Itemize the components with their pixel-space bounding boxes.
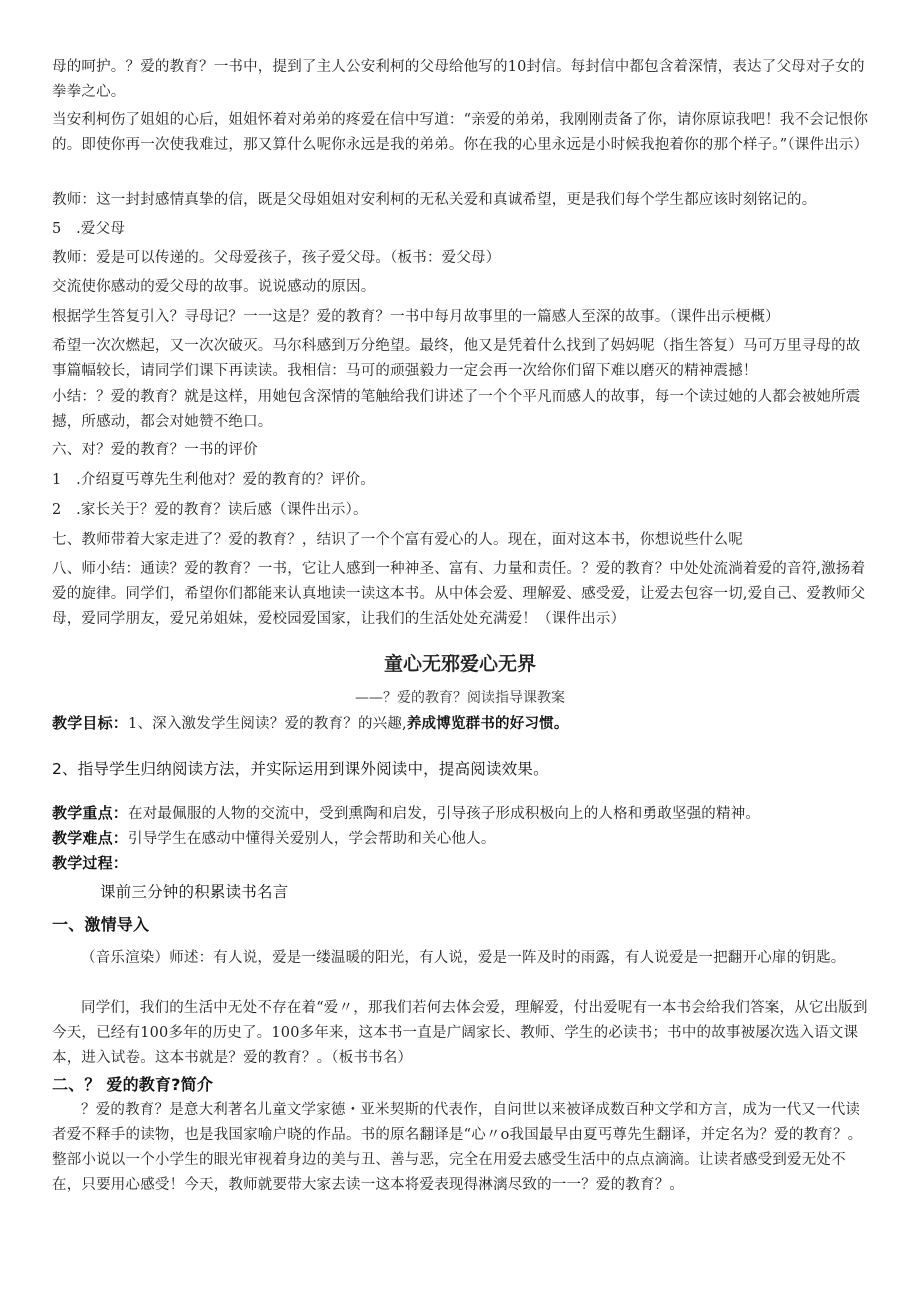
paragraph-marco-story: 希望一次次燃起，又一次次破灭。马尔科感到万分绝望。最终，他又是凭着什么找到了妈妈呢（指生答复）马可万里寻母的故事篇幅较长，请同学们课下再读读。我相信：马可的顽强毅力一定会再一次给你们留下难以磨灭的精神震撼！ [52, 338, 861, 379]
teaching-goal-2: 2、指导学生归纳阅读方法，并实际运用到课外阅读中，提高阅读效果。 [52, 760, 549, 778]
key-points-text: 在对最佩服的人物的交流中，受到熏陶和启发，引导孩子形成积极向上的人格和勇敢坚强的精神。 [128, 806, 761, 822]
document-title: 童心无邪爱心无界 [383, 653, 536, 675]
paragraph-parents-letters: 母的呵护。？爱的教育？一书中，提到了主人公安利柯的父母给他写的10封信。每封信中都包含着深情，表达了父母对子女的拳拳之心。 [52, 59, 865, 100]
teaching-process-label: 教学过程： [52, 854, 129, 872]
heading-book-evaluation: 六、对？爱的教育？一书的评价 [52, 442, 258, 458]
paragraph-teacher-conclusion: 八、师小结：通读？爱的教育？一书，它让人感到一种神圣、富有、力量和责任。？爱的教育？中处处流淌着爱的音符,激扬着爱的旋律。同学们，希望你们都能来认真地读一读这本书。从中体会爱、理解爱、感受爱，让爱去包容一切,爱自己、爱教师父母，爱同学朋友，爱兄弟姐妹，爱校园爱国家，让我们的生活处处充满爱！（课件出示） [52, 561, 866, 627]
list-item-love-parents: 5 .爱父母 [52, 221, 126, 237]
teaching-key-points [52, 801, 870, 827]
difficulties-label: 教学难点： [52, 829, 129, 847]
difficulties-text: 引导学生在感动中懂得关爱别人，学会帮助和关心他人。 [128, 831, 496, 847]
warmup-activity: 课前三分钟的积累读书名言 [100, 883, 289, 901]
paragraph-music-intro: （音乐渲染）师述：有人说，爱是一缕温暖的阳光，有人说，爱是一阵及时的雨露，有人说爱是一把翻开心扉的钥匙。 [81, 950, 846, 966]
paragraph-find-mother-intro: 根据学生答复引入？寻母记？一一这是？爱的教育？一书中每月故事里的一篇感人至深的故事。（课件出示梗概） [52, 309, 780, 325]
teaching-difficulties [52, 826, 870, 852]
list-item-introduce-xia: 1 .介绍夏丐尊先生利他对？爱的教育的？评价。 [52, 472, 375, 488]
teaching-goals-label: 教学目标： [52, 714, 129, 732]
paragraph-book-summary: ？爱的教育？是意大利著名儿童文学家德・亚米契斯的代表作，自问世以来被译成数百种文学和方言，成为一代又一代读者爱不释手的读物，也是我国家喻户晓的作品。书的原名翻译是“心〃o我国最早由夏丐尊先生翻译，并定名为？爱的教育？。整部小说以一个小学生的眼光审视着身边的美与丑、善与恶，完全在用爱去感受生活中的点点滴滴。让读者感受到爱无处不在，只要用心感受！今天，教师就要带大家去读一这本将爱表现得淋漓尽致的一一？爱的教育？。 [52, 1102, 863, 1193]
document-subtitle: ——？爱的教育？阅读指导课教案 [355, 690, 565, 706]
paragraph-summary: 小结：？爱的教育？就是这样，用她包含深情的笔触给我们讲述了一个个平凡而感人的故事，每一个读过她的人都会被她所震撼，所感动，都会对她赞不绝口。 [52, 389, 861, 430]
paragraph-sister-letter: 当安利柯伤了姐姐的心后，姐姐怀着对弟弟的疼爱在信中写道：“亲爱的弟弟，我刚刚责备了你，请你原谅我吧！我不会记恨你的。即使你再一次使我难过，那又算什么呢你永远是我的弟弟。你在我的心里永远是小时候我抱着你的那个样子。”（课件出示） [52, 112, 869, 153]
section-heading-book-summary: 二、？ 爱的教育?简介 [52, 1075, 214, 1094]
paragraph-book-intro: 同学们，我们的生活中无处不存在着“爱〃，那我们若何去体会爱，理解爱，付出爱呢有一本书会给我们答案，从它出版到今天，已经有100多年的历史了。100多年来，这本书一直是广阔家长、教师、学生的必读书；书中的故事被屡次选入语文课本，进入试卷。这本书就是？爱的教育？。（板书书名） [52, 1000, 868, 1066]
teaching-goal-1: 1、深入激发学生阅读？爱的教育？的兴趣, [128, 716, 407, 732]
list-item-parents-review: 2 .家长关于？爱的教育？读后感（课件出示）。 [52, 502, 368, 518]
paragraph-teacher-letters: 教师：这一封封感情真挚的信，既是父母姐姐对安利柯的无私关爱和真诚希望，更是我们每个学生都应该时刻铭记的。 [52, 192, 817, 208]
paragraph-teacher-love-passes: 教师：爱是可以传递的。父母爱孩子，孩子爱父母。（板书：爱父母） [52, 250, 501, 266]
teaching-goal-1-emphasis: 养成博览群书的好习惯。 [406, 716, 569, 732]
teaching-goals [52, 711, 870, 737]
key-points-label: 教学重点： [52, 804, 129, 822]
paragraph-share-stories: 交流使你感动的爱父母的故事。说说感动的原因。 [52, 279, 376, 295]
paragraph-what-to-say: 七、教师带着大家走进了？爱的教育？，结识了一个个富有爱心的人。现在，面对这本书，你想说些什么呢 [52, 532, 743, 548]
section-heading-intro: 一、激情导入 [52, 915, 150, 934]
